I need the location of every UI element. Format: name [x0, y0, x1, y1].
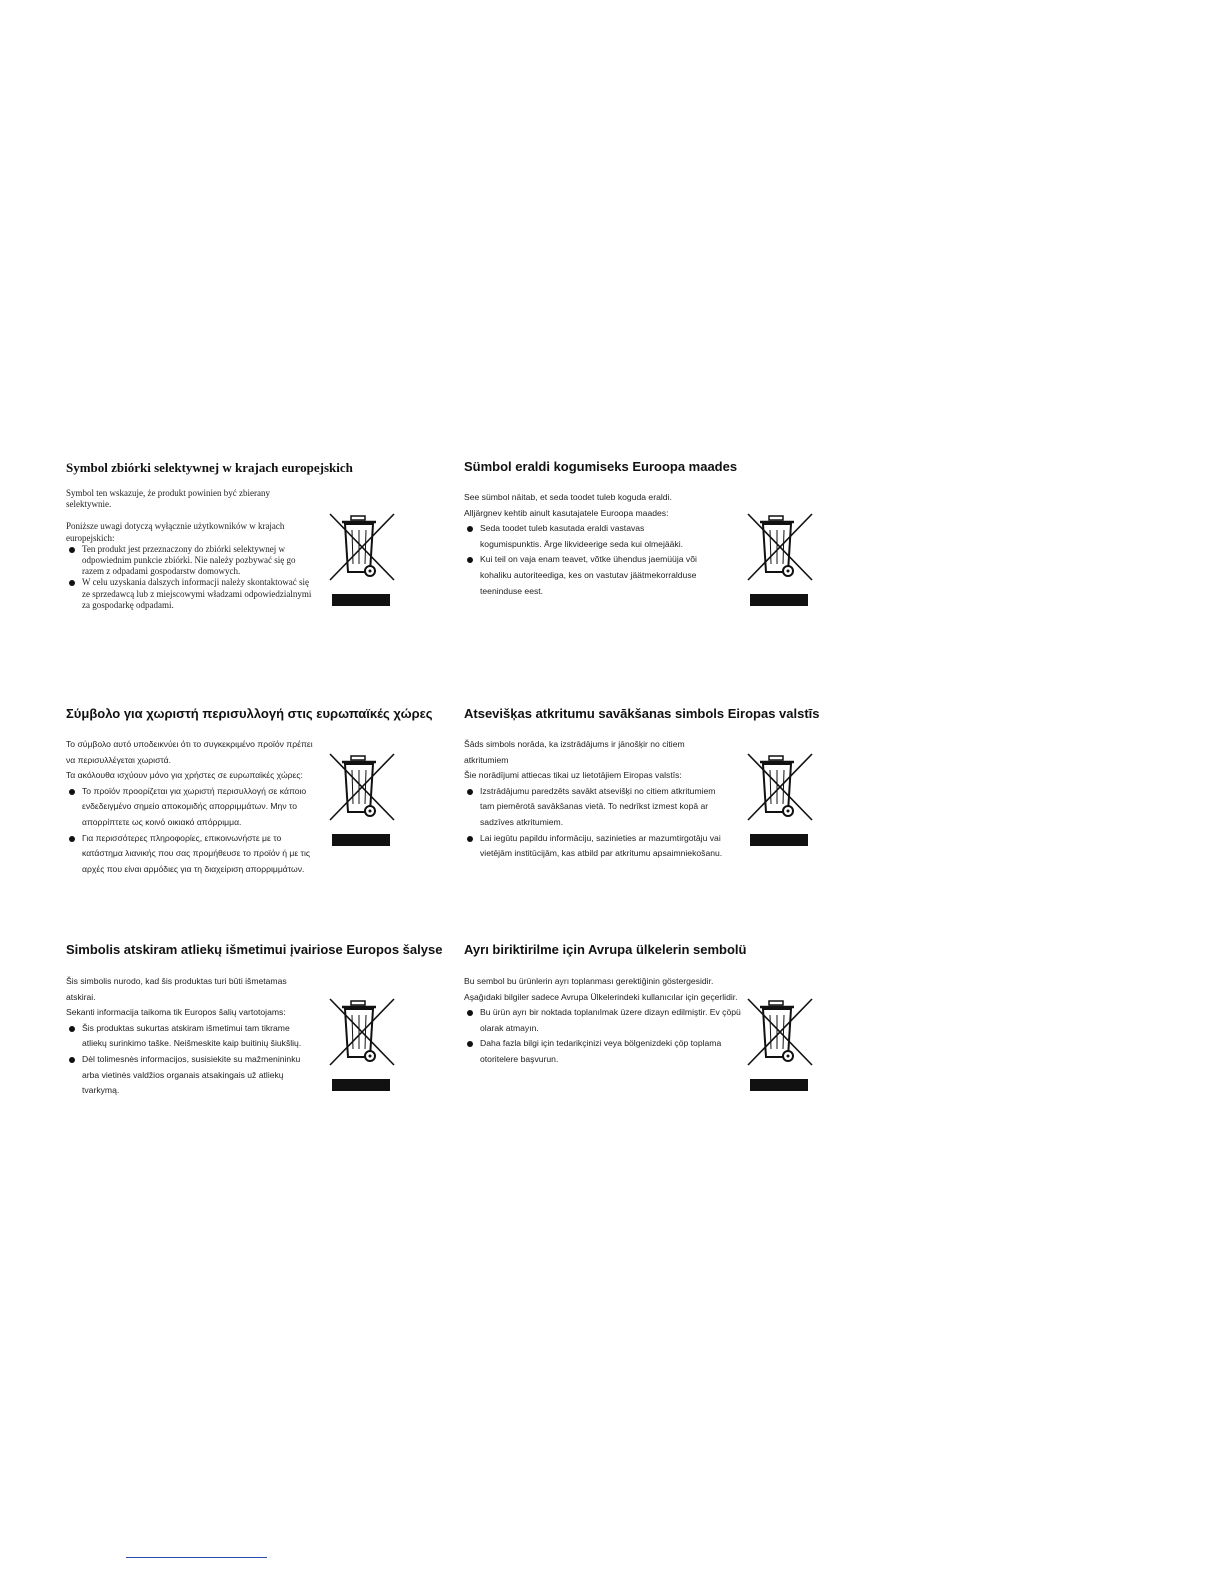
list-item: Για περισσότερες πληροφορίες, επικοινωνήστε με το κατάστημα λιανικής που σας προμήθευσε το προϊόν ή με τις αρχές που είναι αρμόδιες για τη διαχείριση απορριμμάτων.: [66, 831, 324, 878]
section-title: Σύμβολο για χωριστή περισυλλογή στις ευρωπαϊκές χώρες: [66, 706, 433, 721]
bullet-list: [464, 1005, 746, 1067]
intro-text: Aşağıdaki bilgiler sadece Avrupa Ülkelerindeki kullanıcılar için geçerlidir.: [464, 991, 738, 1002]
intro-text: Šie norādījumi attiecas tikai uz lietotājiem Eiropas valstīs:: [464, 770, 682, 781]
intro-text: Sekanti informacija taikoma tik Europos šalių vartotojams:: [66, 1007, 286, 1018]
weee-crossed-bin-icon: [744, 752, 816, 852]
weee-crossed-bin-icon: [744, 997, 816, 1097]
intro-text: Šāds simbols norāda, ka izstrādājums ir jānošķir no citiem atkritumiem: [464, 739, 685, 765]
intro-text: See sümbol näitab, et seda toodet tuleb koguda eraldi.: [464, 492, 672, 502]
section-polish: [66, 460, 466, 610]
list-item: Kui teil on vaja enam teavet, võtke ühendus jaemüüja või kohaliku autoriteediga, kes on vastutav jäätmekorralduse teeninduse eest.: [464, 552, 704, 599]
section-body: [464, 737, 726, 862]
intro-text: Alljärgnev kehtib ainult kasutajatele Euroopa maades:: [464, 507, 669, 518]
list-item: W celu uzyskania dalszych informacji należy skontaktować się ze sprzedawcą lub z miejscowymi władzami odpowiedzialnymi za gospodarkę odpadami.: [66, 577, 316, 611]
footnote-rule: [126, 1557, 267, 1558]
section-title: Symbol zbiórki selektywnej w krajach europejskich: [66, 460, 353, 475]
list-item: Dėl tolimesnės informacijos, susisiekite su mažmenininku arba vietinės valdžios organais atsakingais už atliekų tvarkymą.: [66, 1052, 316, 1099]
intro-text: Poniższe uwagi dotyczą wyłącznie użytkowników w krajach europejskich:: [66, 521, 285, 543]
list-item: Bu ürün ayrı bir noktada toplanılmak üzere dizayn edilmiştir. Ev çöpü olarak atmayın.: [464, 1005, 746, 1036]
list-item: Το προϊόν προορίζεται για χωριστή περισυλλογή σε κάποιο ενδεδειγμένο σημείο αποκομιδής απορριμμάτων. Μην το απορρίπτετε ως κοινό οικιακό απόρριμμα.: [66, 784, 324, 831]
section-title: Simbolis atskiram atliekų išmetimui įvairiose Europos šalyse: [66, 942, 443, 957]
section-body: [464, 490, 704, 599]
bullet-list: [464, 521, 704, 599]
list-item: Seda toodet tuleb kasutada eraldi vastavas kogumispunktis. Ärge likvideerige seda kui olmejääki.: [464, 521, 704, 552]
intro-text: Šis simbolis nurodo, kad šis produktas turi būti išmetamas atskirai.: [66, 976, 287, 1002]
section-body: [66, 974, 316, 1099]
intro-text: Το σύμβολο αυτό υποδεικνύει ότι το συγκεκριμένο προϊόν πρέπει να περισυλλέγεται χωριστά.: [66, 739, 313, 765]
list-item: Ten produkt jest przeznaczony do zbiórki selektywnej w odpowiednim punkcie zbiórki. Nie należy pozbywać się go razem z odpadami gospodarstw domowych.: [66, 544, 316, 578]
list-item: Daha fazla bilgi için tedarikçinizi veya bölgenizdeki çöp toplama otoritelere başvurun.: [464, 1036, 746, 1067]
weee-crossed-bin-icon: [744, 512, 816, 612]
section-title: Sümbol eraldi kogumiseks Euroopa maades: [464, 459, 738, 474]
intro-text: Symbol ten wskazuje, że produkt powinien być zbierany selektywnie.: [66, 488, 270, 510]
list-item: Izstrādājumu paredzēts savākt atsevišķi no citiem atkritumiem tam piemērotā savākšanas vietā. To nedrīkst izmest kopā ar sadzīves atkritumiem.: [464, 784, 726, 831]
bullet-list: [66, 784, 324, 878]
intro-text: Bu sembol bu ürünlerin ayrı toplanması gerektiğinin göstergesidir.: [464, 976, 714, 986]
section-title: Ayrı biriktirilme için Avrupa ülkelerin sembolü: [464, 942, 747, 957]
weee-crossed-bin-icon: [326, 752, 398, 852]
bullet-list: [66, 544, 316, 611]
list-item: Lai iegūtu papildu informāciju, sazinieties ar mazumtirgotāju vai vietējām institūcijām, kas atbild par atkritumu apsaimniekošanu.: [464, 831, 726, 862]
section-title: Atsevišķas atkritumu savākšanas simbols Eiropas valstīs: [464, 706, 820, 721]
bullet-list: [464, 784, 726, 862]
section-latvian: [464, 706, 864, 859]
section-lithuanian: [66, 942, 466, 1096]
intro-text: Τα ακόλουθα ισχύουν μόνο για χρήστες σε ευρωπαϊκές χώρες:: [66, 770, 303, 781]
section-greek: [66, 706, 466, 874]
section-turkish: [464, 942, 864, 1064]
weee-crossed-bin-icon: [326, 997, 398, 1097]
bullet-list: [66, 1021, 316, 1099]
list-item: Šis produktas sukurtas atskiram išmetimui tam tikrame atliekų surinkimo taške. Neišmeskite kaip buitinių šiukšlių.: [66, 1021, 316, 1052]
section-body: [66, 737, 324, 877]
section-body: [464, 974, 746, 1068]
section-estonian: [464, 459, 864, 596]
weee-crossed-bin-icon: [326, 512, 398, 612]
section-body: [66, 488, 316, 611]
